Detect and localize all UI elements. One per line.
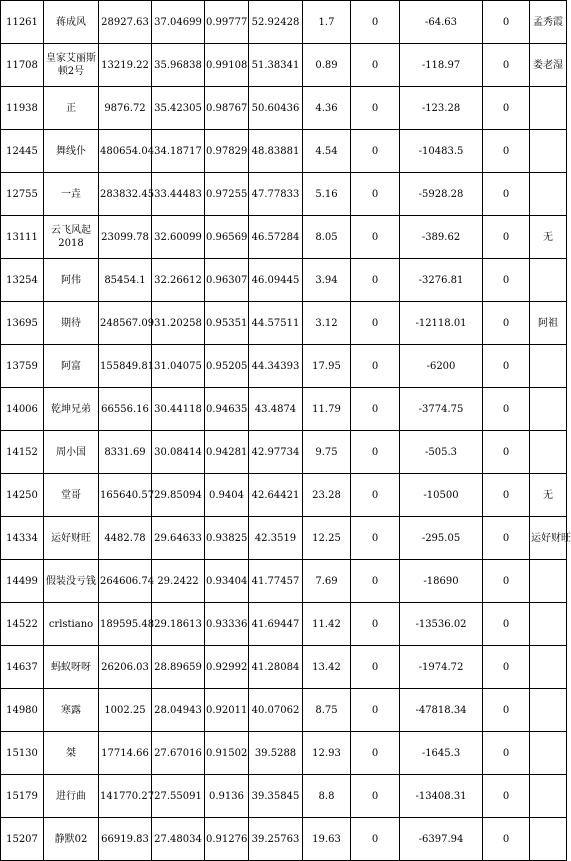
value-5-cell: 11.42	[303, 603, 351, 646]
id-cell: 14499	[1, 560, 44, 603]
value-8-cell: 0	[483, 517, 530, 560]
value-7-cell: -3276.81	[400, 259, 483, 302]
note-cell: 无	[530, 474, 567, 517]
name-cell: 一垚	[44, 173, 99, 216]
value-2-cell: 30.08414	[152, 431, 205, 474]
table-row	[1, 775, 567, 818]
value-7-cell: -12118.01	[400, 302, 483, 345]
note-cell	[530, 388, 567, 431]
value-3-cell: 0.96569	[205, 216, 249, 259]
value-6-cell: 0	[351, 775, 400, 818]
value-5-cell: 4.36	[303, 87, 351, 130]
value-1-cell: 189595.48	[99, 603, 152, 646]
value-8-cell: 0	[483, 388, 530, 431]
id-cell: 14980	[1, 689, 44, 732]
name-cell: 假装没亏钱	[44, 560, 99, 603]
id-cell: 14334	[1, 517, 44, 560]
value-1-cell: 4482.78	[99, 517, 152, 560]
value-6-cell: 0	[351, 302, 400, 345]
value-3-cell: 0.93404	[205, 560, 249, 603]
value-2-cell: 35.42305	[152, 87, 205, 130]
value-3-cell: 0.97255	[205, 173, 249, 216]
value-7-cell: -1974.72	[400, 646, 483, 689]
name-cell: 桀	[44, 732, 99, 775]
value-1-cell: 66919.83	[99, 818, 152, 861]
value-5-cell: 8.75	[303, 689, 351, 732]
value-7-cell: -5928.28	[400, 173, 483, 216]
note-cell	[530, 130, 567, 173]
value-6-cell: 0	[351, 517, 400, 560]
value-7-cell: -64.63	[400, 1, 483, 44]
value-2-cell: 27.55091	[152, 775, 205, 818]
name-cell: 皇家艾丽斯顿2号	[44, 44, 99, 87]
value-8-cell: 0	[483, 302, 530, 345]
value-7-cell: -505.3	[400, 431, 483, 474]
value-7-cell: -10483.5	[400, 130, 483, 173]
name-cell: 阿伟	[44, 259, 99, 302]
value-7-cell: -118.97	[400, 44, 483, 87]
note-cell	[530, 732, 567, 775]
table-row	[1, 130, 567, 173]
value-5-cell: 19.63	[303, 818, 351, 861]
id-cell: 14250	[1, 474, 44, 517]
value-1-cell: 13219.22	[99, 44, 152, 87]
name-cell: 期待	[44, 302, 99, 345]
value-6-cell: 0	[351, 44, 400, 87]
table-row	[1, 216, 567, 259]
note-cell	[530, 646, 567, 689]
value-7-cell: -123.28	[400, 87, 483, 130]
value-8-cell: 0	[483, 560, 530, 603]
table-row	[1, 431, 567, 474]
value-7-cell: -1645.3	[400, 732, 483, 775]
value-5-cell: 12.93	[303, 732, 351, 775]
value-4-cell: 51.38341	[249, 44, 303, 87]
note-cell: 运好财旺	[530, 517, 567, 560]
id-cell: 15207	[1, 818, 44, 861]
value-1-cell: 141770.27	[99, 775, 152, 818]
value-1-cell: 26206.03	[99, 646, 152, 689]
id-cell: 14006	[1, 388, 44, 431]
value-1-cell: 23099.78	[99, 216, 152, 259]
note-cell	[530, 345, 567, 388]
value-5-cell: 23.28	[303, 474, 351, 517]
value-6-cell: 0	[351, 173, 400, 216]
value-6-cell: 0	[351, 474, 400, 517]
name-cell: 寒露	[44, 689, 99, 732]
value-6-cell: 0	[351, 130, 400, 173]
table-row	[1, 388, 567, 431]
note-cell	[530, 689, 567, 732]
value-8-cell: 0	[483, 345, 530, 388]
value-2-cell: 28.04943	[152, 689, 205, 732]
id-cell: 11938	[1, 87, 44, 130]
id-cell: 11708	[1, 44, 44, 87]
value-2-cell: 29.18613	[152, 603, 205, 646]
id-cell: 13695	[1, 302, 44, 345]
value-3-cell: 0.95205	[205, 345, 249, 388]
note-cell: 孟秀霞	[530, 1, 567, 44]
value-6-cell: 0	[351, 345, 400, 388]
value-1-cell: 17714.66	[99, 732, 152, 775]
table-row	[1, 1, 567, 44]
value-8-cell: 0	[483, 44, 530, 87]
value-6-cell: 0	[351, 87, 400, 130]
table-row	[1, 345, 567, 388]
value-7-cell: -389.62	[400, 216, 483, 259]
value-7-cell: -6200	[400, 345, 483, 388]
value-2-cell: 34.18717	[152, 130, 205, 173]
value-7-cell: -295.05	[400, 517, 483, 560]
value-2-cell: 35.96838	[152, 44, 205, 87]
value-5-cell: 13.42	[303, 646, 351, 689]
value-1-cell: 264606.74	[99, 560, 152, 603]
value-4-cell: 42.3519	[249, 517, 303, 560]
value-6-cell: 0	[351, 603, 400, 646]
id-cell: 14522	[1, 603, 44, 646]
value-2-cell: 30.44118	[152, 388, 205, 431]
value-2-cell: 32.60099	[152, 216, 205, 259]
value-4-cell: 44.34393	[249, 345, 303, 388]
note-cell	[530, 818, 567, 861]
value-5-cell: 1.7	[303, 1, 351, 44]
value-5-cell: 11.79	[303, 388, 351, 431]
value-1-cell: 283832.45	[99, 173, 152, 216]
value-5-cell: 9.75	[303, 431, 351, 474]
note-cell	[530, 259, 567, 302]
value-4-cell: 46.57284	[249, 216, 303, 259]
value-2-cell: 29.85094	[152, 474, 205, 517]
note-cell: 阿祖	[530, 302, 567, 345]
value-5-cell: 3.12	[303, 302, 351, 345]
value-4-cell: 39.25763	[249, 818, 303, 861]
table-row	[1, 732, 567, 775]
value-6-cell: 0	[351, 560, 400, 603]
value-3-cell: 0.93336	[205, 603, 249, 646]
id-cell: 15179	[1, 775, 44, 818]
table-body	[1, 1, 571, 861]
value-3-cell: 0.98767	[205, 87, 249, 130]
id-cell: 14637	[1, 646, 44, 689]
value-4-cell: 52.92428	[249, 1, 303, 44]
value-2-cell: 33.44483	[152, 173, 205, 216]
name-cell: 正	[44, 87, 99, 130]
table-row	[1, 517, 567, 560]
value-8-cell: 0	[483, 646, 530, 689]
value-1-cell: 28927.63	[99, 1, 152, 44]
value-3-cell: 0.92011	[205, 689, 249, 732]
name-cell: 舞线仆	[44, 130, 99, 173]
value-3-cell: 0.99777	[205, 1, 249, 44]
value-6-cell: 0	[351, 216, 400, 259]
value-4-cell: 46.09445	[249, 259, 303, 302]
value-3-cell: 0.91502	[205, 732, 249, 775]
value-8-cell: 0	[483, 689, 530, 732]
id-cell: 13759	[1, 345, 44, 388]
note-cell	[530, 775, 567, 818]
value-1-cell: 8331.69	[99, 431, 152, 474]
value-5-cell: 7.69	[303, 560, 351, 603]
note-cell	[530, 603, 567, 646]
id-cell: 14152	[1, 431, 44, 474]
value-8-cell: 0	[483, 431, 530, 474]
value-7-cell: -3774.75	[400, 388, 483, 431]
value-1-cell: 66556.16	[99, 388, 152, 431]
value-3-cell: 0.94635	[205, 388, 249, 431]
value-4-cell: 40.07062	[249, 689, 303, 732]
note-cell: 娄老湿	[530, 44, 567, 87]
value-2-cell: 32.26612	[152, 259, 205, 302]
value-3-cell: 0.91276	[205, 818, 249, 861]
table-row	[1, 560, 567, 603]
value-2-cell: 28.89659	[152, 646, 205, 689]
value-5-cell: 12.25	[303, 517, 351, 560]
value-6-cell: 0	[351, 732, 400, 775]
note-cell	[530, 87, 567, 130]
value-4-cell: 42.97734	[249, 431, 303, 474]
value-1-cell: 155849.81	[99, 345, 152, 388]
name-cell: 周小国	[44, 431, 99, 474]
id-cell: 13254	[1, 259, 44, 302]
table-row	[1, 302, 567, 345]
value-4-cell: 43.4874	[249, 388, 303, 431]
value-2-cell: 27.67016	[152, 732, 205, 775]
table-row	[1, 818, 567, 861]
table-row	[1, 173, 567, 216]
value-5-cell: 17.95	[303, 345, 351, 388]
value-4-cell: 41.28084	[249, 646, 303, 689]
name-cell: 乾坤兄弟	[44, 388, 99, 431]
value-1-cell: 165640.57	[99, 474, 152, 517]
value-4-cell: 44.57511	[249, 302, 303, 345]
name-cell: 蚂蚁呀呀	[44, 646, 99, 689]
value-4-cell: 41.77457	[249, 560, 303, 603]
value-4-cell: 41.69447	[249, 603, 303, 646]
value-6-cell: 0	[351, 431, 400, 474]
value-8-cell: 0	[483, 130, 530, 173]
table-row	[1, 689, 567, 732]
value-4-cell: 39.5288	[249, 732, 303, 775]
value-3-cell: 0.9404	[205, 474, 249, 517]
value-6-cell: 0	[351, 388, 400, 431]
value-8-cell: 0	[483, 216, 530, 259]
value-5-cell: 0.89	[303, 44, 351, 87]
value-1-cell: 85454.1	[99, 259, 152, 302]
value-7-cell: -13408.31	[400, 775, 483, 818]
value-5-cell: 8.05	[303, 216, 351, 259]
value-2-cell: 31.04075	[152, 345, 205, 388]
note-cell	[530, 173, 567, 216]
value-7-cell: -6397.94	[400, 818, 483, 861]
name-cell: 堂哥	[44, 474, 99, 517]
id-cell: 12755	[1, 173, 44, 216]
value-8-cell: 0	[483, 1, 530, 44]
name-cell: 静默02	[44, 818, 99, 861]
value-4-cell: 48.83881	[249, 130, 303, 173]
value-6-cell: 0	[351, 689, 400, 732]
value-3-cell: 0.92992	[205, 646, 249, 689]
value-1-cell: 248567.09	[99, 302, 152, 345]
table-row	[1, 44, 567, 87]
value-2-cell: 29.2422	[152, 560, 205, 603]
value-3-cell: 0.9136	[205, 775, 249, 818]
value-1-cell: 9876.72	[99, 87, 152, 130]
value-6-cell: 0	[351, 259, 400, 302]
value-2-cell: 27.48034	[152, 818, 205, 861]
value-7-cell: -18690	[400, 560, 483, 603]
value-4-cell: 39.35845	[249, 775, 303, 818]
value-7-cell: -47818.34	[400, 689, 483, 732]
table-row	[1, 87, 567, 130]
name-cell: 云飞风起2018	[44, 216, 99, 259]
value-4-cell: 42.64421	[249, 474, 303, 517]
id-cell: 12445	[1, 130, 44, 173]
note-cell	[530, 560, 567, 603]
value-5-cell: 4.54	[303, 130, 351, 173]
name-cell: 进行曲	[44, 775, 99, 818]
value-6-cell: 0	[351, 1, 400, 44]
value-8-cell: 0	[483, 87, 530, 130]
table-row	[1, 259, 567, 302]
value-7-cell: -13536.02	[400, 603, 483, 646]
value-8-cell: 0	[483, 259, 530, 302]
value-5-cell: 3.94	[303, 259, 351, 302]
value-8-cell: 0	[483, 603, 530, 646]
name-cell: 运好财旺	[44, 517, 99, 560]
value-2-cell: 31.20258	[152, 302, 205, 345]
id-cell: 11261	[1, 1, 44, 44]
value-8-cell: 0	[483, 775, 530, 818]
table-row	[1, 646, 567, 689]
note-cell	[530, 431, 567, 474]
value-3-cell: 0.94281	[205, 431, 249, 474]
table-row	[1, 474, 567, 517]
value-1-cell: 1002.25	[99, 689, 152, 732]
name-cell: 阿富	[44, 345, 99, 388]
name-cell: crlstiano	[44, 603, 99, 646]
value-1-cell: 480654.04	[99, 130, 152, 173]
value-4-cell: 47.77833	[249, 173, 303, 216]
value-8-cell: 0	[483, 474, 530, 517]
value-5-cell: 5.16	[303, 173, 351, 216]
value-6-cell: 0	[351, 818, 400, 861]
value-3-cell: 0.93825	[205, 517, 249, 560]
value-6-cell: 0	[351, 646, 400, 689]
value-5-cell: 8.8	[303, 775, 351, 818]
id-cell: 15130	[1, 732, 44, 775]
value-2-cell: 29.64633	[152, 517, 205, 560]
note-cell: 无	[530, 216, 567, 259]
name-cell: 蒋成风	[44, 1, 99, 44]
value-3-cell: 0.95351	[205, 302, 249, 345]
value-8-cell: 0	[483, 818, 530, 861]
value-7-cell: -10500	[400, 474, 483, 517]
value-8-cell: 0	[483, 732, 530, 775]
value-2-cell: 37.04699	[152, 1, 205, 44]
value-8-cell: 0	[483, 173, 530, 216]
table-row	[1, 603, 567, 646]
id-cell: 13111	[1, 216, 44, 259]
value-3-cell: 0.99108	[205, 44, 249, 87]
value-3-cell: 0.96307	[205, 259, 249, 302]
value-3-cell: 0.97829	[205, 130, 249, 173]
value-4-cell: 50.60436	[249, 87, 303, 130]
